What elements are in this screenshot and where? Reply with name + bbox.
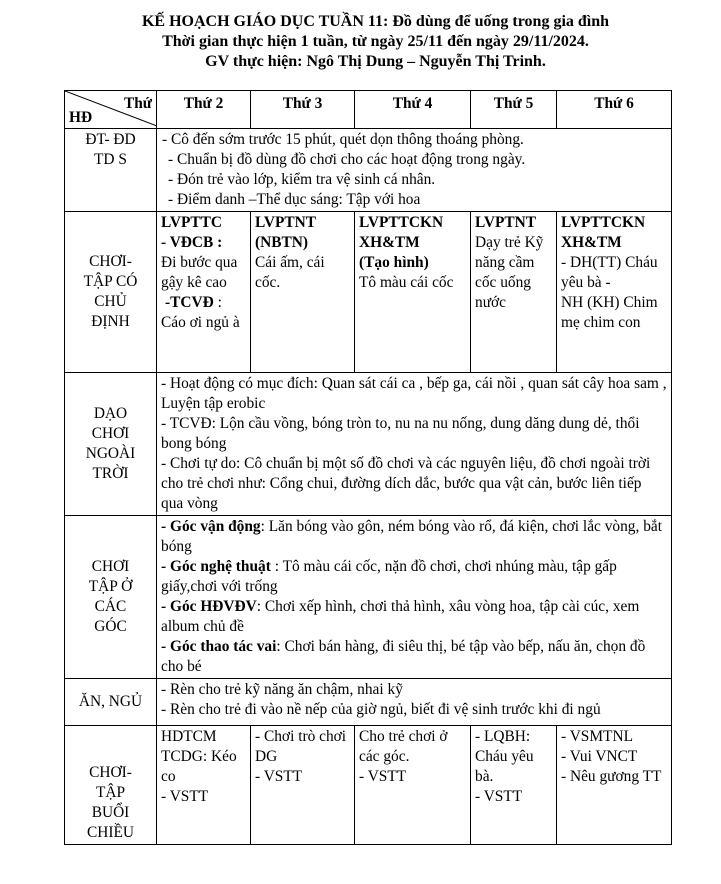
chieu-thu-3: - Chơi trò chơi DG - VSTT <box>251 726 355 845</box>
header-row <box>65 91 672 129</box>
day-header-6: Thứ 6 <box>557 91 672 129</box>
row-dao-choi-ngoai-troi <box>65 373 672 516</box>
row-label-choi-tap: CHƠI- TẬP CÓ CHỦ ĐỊNH <box>65 212 157 373</box>
row-choi-tap-co-chu-dinh <box>65 212 672 373</box>
row-label-dao-choi: DẠO CHƠI NGOÀI TRỜI <box>65 373 157 516</box>
row-don-tre <box>65 129 672 212</box>
row-label-goc: CHƠI TẬP Ở CÁC GÓC <box>65 516 157 679</box>
don-tre-content: - Cô đến sớm trước 15 phút, quét dọn thông thoáng phòng. - Chuẩn bị đồ dùng đồ chơi cho các hoạt động trong ngày. - Đón trẻ vào lớp, kiểm tra vệ sinh cá nhân. - Điểm danh –Thể dục sáng: Tập với hoa <box>157 129 672 212</box>
row-choi-tap-buoi-chieu <box>65 726 672 845</box>
plan-teachers: GV thực hiện: Ngô Thị Dung – Nguyễn Thị Trinh. <box>205 53 546 70</box>
plan-title: KẾ HOẠCH GIÁO DỤC TUẦN 11: Đồ dùng để uống trong gia đình <box>141 13 610 30</box>
goc-nghe-thuat: - Góc nghệ thuật : Tô màu cái cốc, nặn đồ chơi, chơi nhúng màu, tập gấp giấy,chơi với trống <box>161 558 617 595</box>
day-header-2: Thứ 2 <box>157 91 251 129</box>
chieu-thu-4: Cho trẻ chơi ở các góc. - VSTT <box>355 726 471 845</box>
choi-tap-thu-4: LVPTTCKN XH&TM (Tạo hình) Tô màu cái cốc <box>355 212 471 373</box>
corner-cell <box>65 91 157 129</box>
goc-content <box>157 516 672 679</box>
choi-tap-thu-6: LVPTTCKN XH&TM - DH(TT) Cháu yêu bà - NH (KH) Chim mẹ chim con <box>557 212 672 373</box>
row-label-chieu: CHƠI- TẬP BUỔI CHIỀU <box>65 726 157 845</box>
choi-tap-thu-2: LVPTTC - VĐCB : Đi bước qua gậy kê cao -TCVĐ : Cáo ơi ngủ à <box>157 212 251 373</box>
goc-thao-tac-vai: - Góc thao tác vai: Chơi bán hàng, đi siêu thị, bé tập vào bếp, nấu ăn, chọn đồ cho bé <box>161 638 646 675</box>
corner-bottom-label: HĐ <box>69 109 93 126</box>
an-ngu-content: - Rèn cho trẻ kỹ năng ăn chậm, nhai kỹ - Rèn cho trẻ đi vào nề nếp của giờ ngủ, biết đi vệ sinh trước khi đi ngủ <box>157 679 672 726</box>
dao-choi-content: - Hoạt động có mục đích: Quan sát cái ca , bếp ga, cái nồi , quan sát cây hoa sam , Luyện tập erobic - TCVĐ: Lộn cầu vồng, bóng tròn to, nu na nu nống, dung dăng dung dẻ, thổi bong bóng - Chơi tự do: Cô chuẩn bị một số đồ chơi và các nguyên liệu, đồ chơi ngoài trời cho trẻ chơi như: Cổng chui, đường dích dắc, bước qua vật cản, bước liên tiếp qua vòng <box>157 373 672 516</box>
chieu-thu-6: - VSMTNL - Vui VNCT - Nêu gương TT <box>557 726 672 845</box>
goc-hdvdv: - Góc HĐVĐV: Chơi xếp hình, chơi thả hình, xâu vòng hoa, tập cài cúc, xem album chủ đề <box>161 598 640 635</box>
goc-van-dong: - Góc vận động: Lăn bóng vào gôn, ném bóng vào rổ, đá kiện, chơi lắc vòng, bắt bóng <box>161 518 662 555</box>
choi-tap-thu-3: LVPTNT (NBTN) Cái ấm, cái cốc. <box>251 212 355 373</box>
chieu-thu-2: HDTCM TCDG: Kéo co - VSTT <box>157 726 251 845</box>
day-header-3: Thứ 3 <box>251 91 355 129</box>
day-header-4: Thứ 4 <box>355 91 471 129</box>
row-choi-tap-o-cac-goc <box>65 516 672 679</box>
plan-time: Thời gian thực hiện 1 tuần, từ ngày 25/11 đến ngày 29/11/2024. <box>162 33 589 50</box>
row-label-don-tre: ĐT- ĐD TD S <box>65 129 157 212</box>
row-label-an-ngu: ĂN, NGỦ <box>65 679 157 726</box>
chieu-thu-5: - LQBH: Cháu yêu bà. - VSTT <box>471 726 557 845</box>
weekly-plan-table <box>64 90 672 845</box>
choi-tap-thu-5: LVPTNT Dạy trẻ Kỹ năng cầm cốc uống nước <box>471 212 557 373</box>
day-header-5: Thứ 5 <box>471 91 557 129</box>
corner-top-label: Thứ <box>123 95 152 112</box>
row-an-ngu <box>65 679 672 726</box>
